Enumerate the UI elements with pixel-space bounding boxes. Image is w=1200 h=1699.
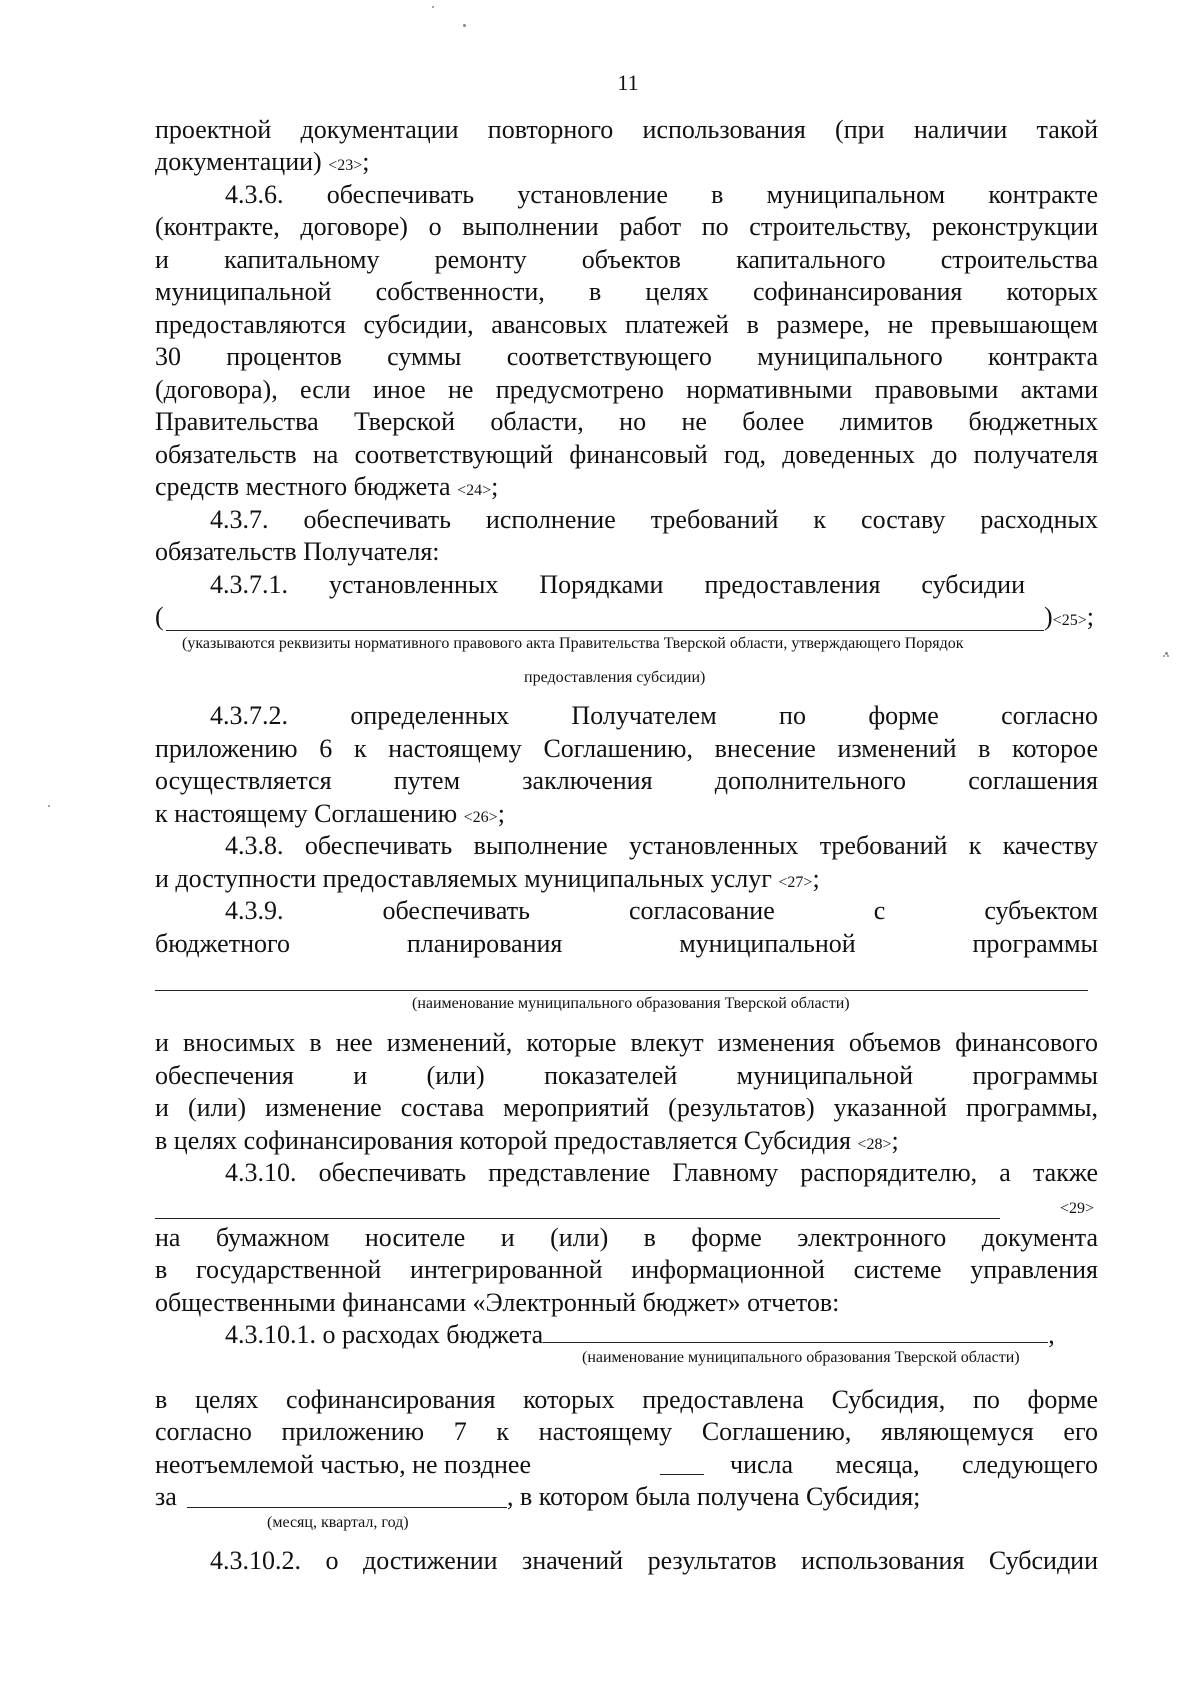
text-line: предоставляются субсидии, авансовых платежей в размере, не превышающем [155,310,1098,339]
text-fragment: средств местного бюджета [155,472,458,501]
text-fragment: и доступности предоставляемых муниципальных услуг [155,864,779,893]
paragraph-4-3-10-2: 4.3.10.2. о достижении значений результатов использования Субсидии [210,1546,1098,1575]
footnote-ref: <26> [463,809,498,826]
text-line [155,471,1098,507]
fill-in-line [543,1322,1048,1343]
text-line: приложению 6 к настоящему Соглашению, внесение изменений в которое [155,734,1098,763]
fill-in-line [187,1507,507,1508]
text-line: бюджетного планирования муниципальной программы [155,929,1098,958]
footnote-ref: <25> [1052,612,1087,629]
text-fragment: , [1048,1320,1055,1349]
paragraph-4-3-9: 4.3.9. обеспечивать согласование с субъектом [225,896,1098,925]
text-fragment: ; [497,799,505,828]
scan-speck [48,805,50,807]
field-caption: (наименование муниципального образования Тверской области) [412,995,850,1012]
text-line: общественными финансами «Электронный бюджет» отчетов: [155,1288,840,1317]
footnote-ref: <24> [457,482,492,499]
paragraph-4-3-10: 4.3.10. обеспечивать представление Главному распорядителю, а также [225,1158,1098,1187]
text-line-blank [155,601,1098,633]
text-line: муниципальной собственности, в целях софинансирования которых [155,277,1098,306]
text-fragment: ; [1086,602,1094,631]
field-caption: (месяц, квартал, год) [267,1514,409,1531]
text-line: 30 процентов суммы соответствующего муниципального контракта [155,342,1098,371]
text-line [1044,601,1124,637]
text-line: (договора), если иное не предусмотрено нормативными правовыми актами [155,375,1098,404]
text-line: Правительства Тверской области, но не более лимитов бюджетных [155,407,1098,436]
text-fragment: в целях софинансирования которой предоставляется Субсидия [155,1126,858,1155]
text-fragment: неотъемлемой частью, не позднее [155,1450,531,1479]
field-caption: (наименование муниципального образования Тверской области) [582,1349,1020,1366]
paragraph-4-3-7-2: 4.3.7.2. определенных Получателем по форме согласно [210,701,1098,730]
text-line: в целях софинансирования которых предоставлена Субсидия, по форме [155,1385,1098,1414]
text-line [155,1125,1098,1161]
close-paren: ) [1044,602,1053,631]
open-paren: ( [155,602,164,631]
scan-speck [1167,655,1169,657]
fill-in-line [155,1218,1000,1219]
text-line [155,146,1098,182]
paragraph-4-3-7-1: 4.3.7.1. установленных Порядками предоставления субсидии [210,570,1025,599]
text-line: проектной документации повторного использования (при наличии такой [155,115,1098,144]
text-line [155,798,1098,834]
fill-in-line [660,1474,704,1475]
text-fragment: , в котором была получена Субсидия; [507,1482,921,1511]
scan-speck [463,24,466,27]
paragraph-4-3-6: 4.3.6. обеспечивать установление в муниципальном контракте [225,180,1098,209]
text-fragment: 4.3.10.1. о расходах бюджета [225,1320,544,1349]
text-line: обязательств Получателя: [155,537,440,566]
paragraph-4-3-8: 4.3.8. обеспечивать выполнение установленных требований к качеству [225,831,1098,860]
field-caption: предоставления субсидии) [524,669,706,686]
text-line: и капитальному ремонту объектов капитального строительства [155,245,1098,274]
paragraph-4-3-10-1 [225,1319,1098,1351]
fill-in-line [155,990,1088,991]
text-line: обеспечения и (или) показателей муниципальной программы [155,1061,1098,1090]
text-line: обязательств на соответствующий финансовый год, доведенных до получателя [155,440,1098,469]
page-number: 11 [617,70,639,95]
field-caption: (указываются реквизиты нормативного правового акта Правительства Тверской области, утверждающего Порядок [182,635,964,652]
text-line: на бумажном носителе и (или) в форме электронного документа [155,1223,1098,1252]
scan-speck [1165,652,1168,655]
text-line: и (или) изменение состава мероприятий (результатов) указанной программы, [155,1093,1098,1122]
text-fragment: ; [491,472,499,501]
paragraph-4-3-7: 4.3.7. обеспечивать исполнение требований к составу расходных [210,505,1098,534]
text-line: и вносимых в нее изменений, которые влекут изменения объемов финансового [155,1028,1098,1057]
scan-speck [432,6,434,8]
text-fragment: документации) [155,147,329,176]
footnote-ref: <29> [1060,1200,1095,1217]
text-fragment: ; [362,147,370,176]
text-line: (контракте, договоре) о выполнении работ по строительству, реконструкции [155,212,1098,241]
text-line: осуществляется путем заключения дополнительного соглашения [155,766,1098,795]
text-fragment: к настоящему Соглашению [155,799,464,828]
text-fragment: ; [891,1126,899,1155]
text-fragment: числа месяца, следующего [730,1450,1098,1479]
text-fragment: за [155,1482,177,1511]
text-fragment: ; [812,864,820,893]
text-line: в государственной интегрированной информационной системе управления [155,1255,1098,1284]
footnote-ref: <28> [857,1136,892,1153]
fill-in-line [166,630,1044,631]
scan-speck [1163,655,1165,657]
footnote-ref: <27> [778,874,813,891]
text-line: согласно приложению 7 к настоящему Соглашению, являющемуся его [155,1417,1098,1446]
text-line [155,863,1098,899]
footnote-ref: <23> [328,157,363,174]
